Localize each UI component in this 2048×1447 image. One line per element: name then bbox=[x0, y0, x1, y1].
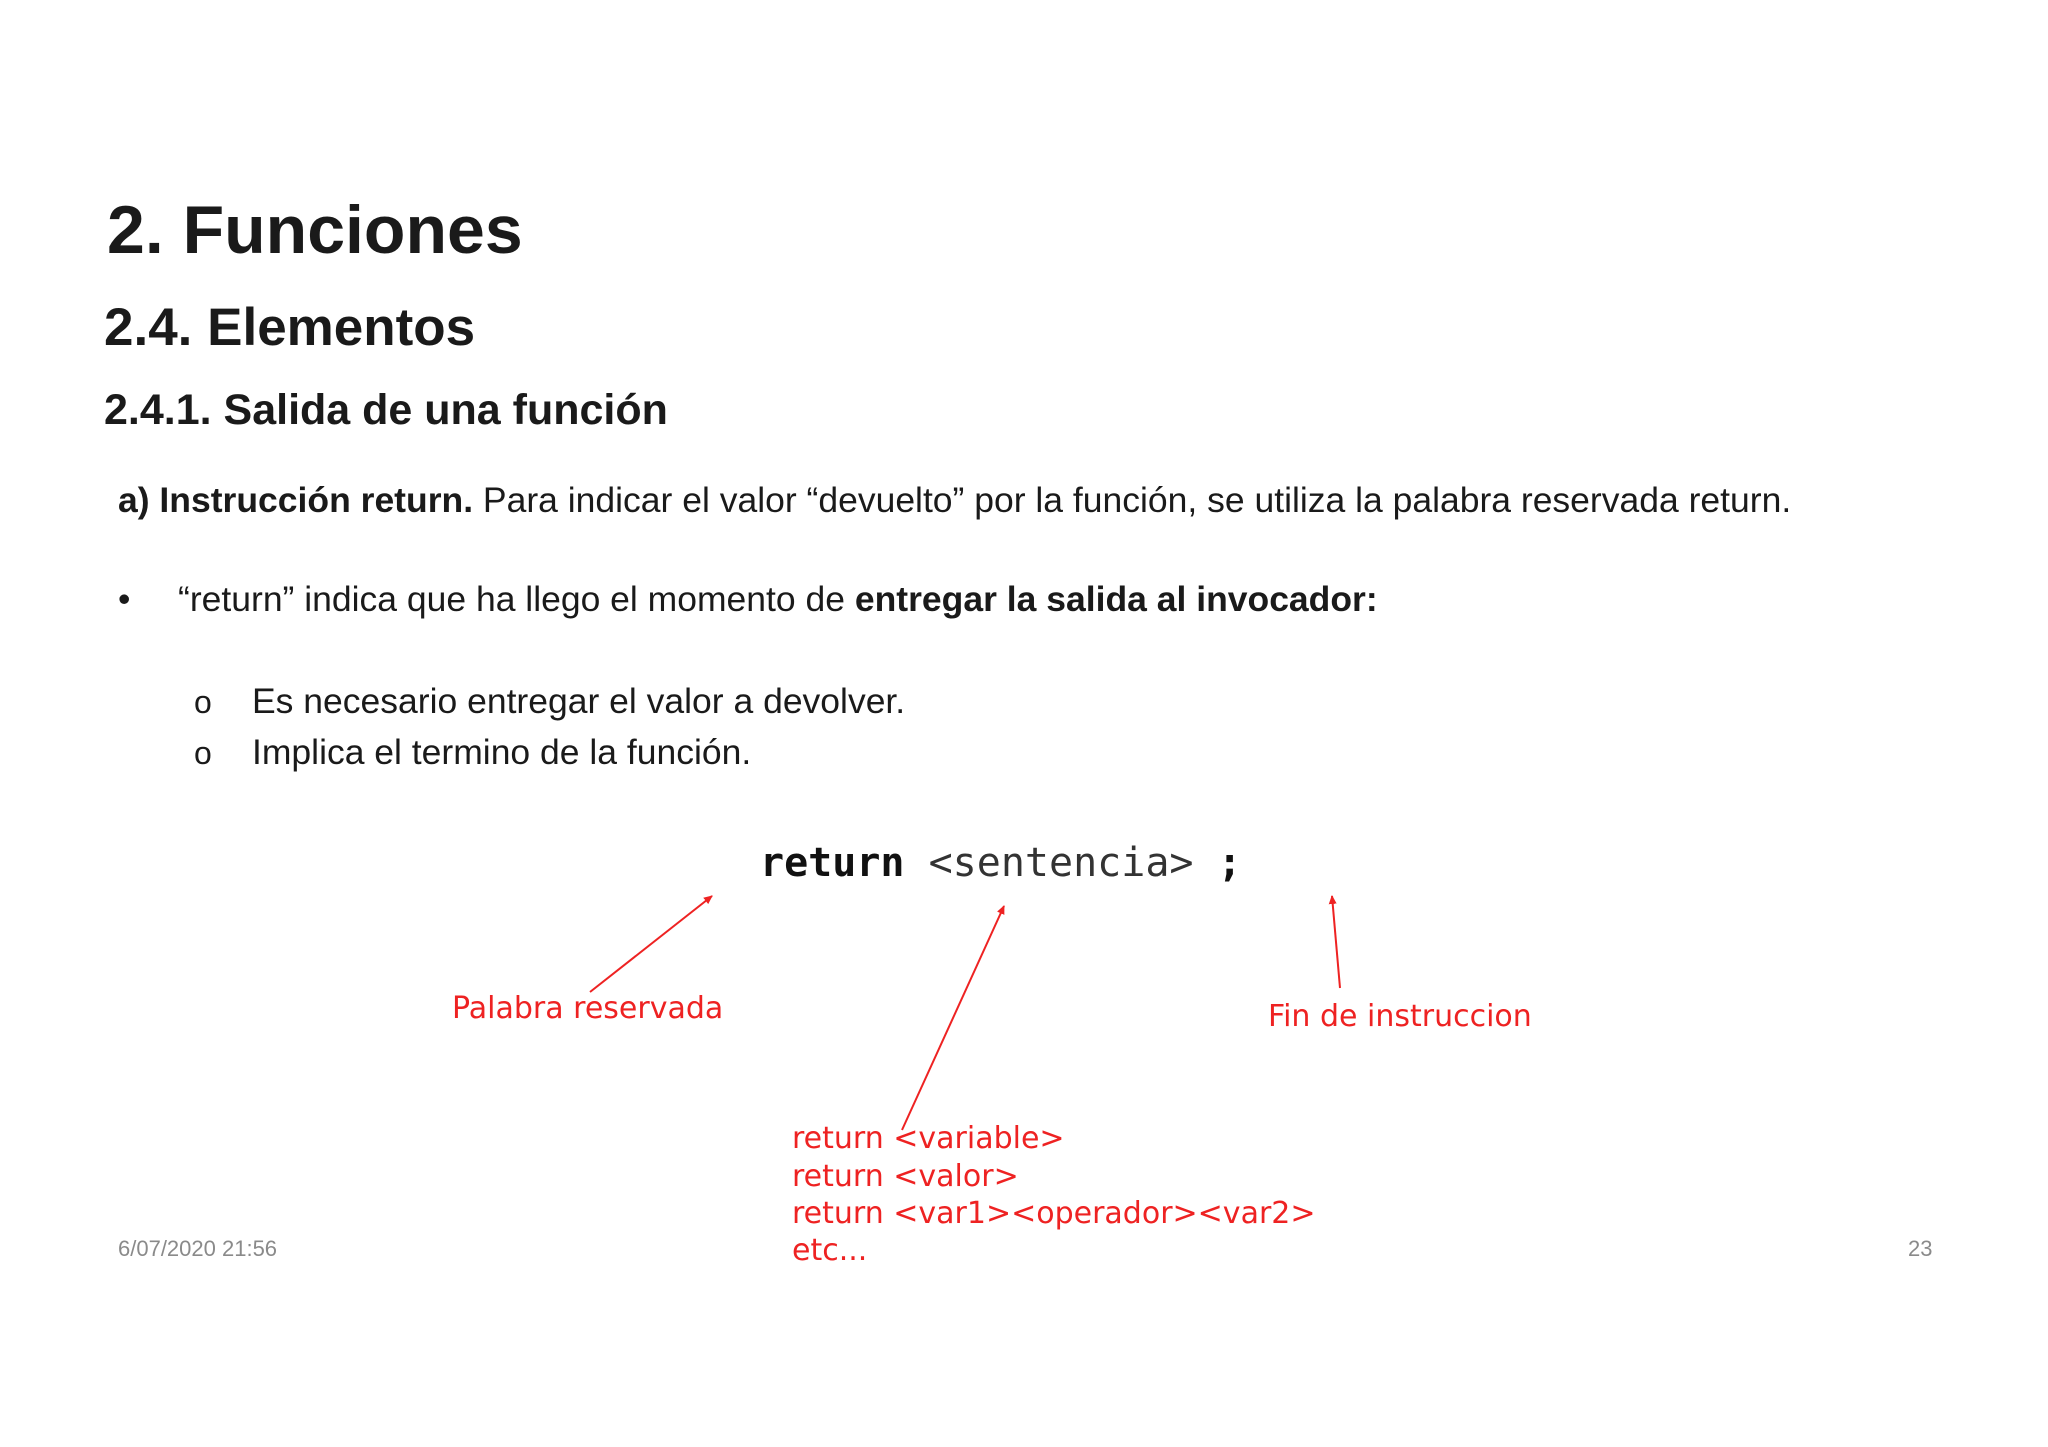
code-argument: <sentencia> bbox=[904, 840, 1218, 886]
sub-bullet-marker: o bbox=[194, 684, 212, 720]
code-terminator: ; bbox=[1217, 840, 1242, 886]
example-line: etc... bbox=[792, 1233, 868, 1268]
sub-bullet-item bbox=[194, 678, 905, 725]
intro-paragraph bbox=[118, 477, 1791, 523]
paragraph-text: Para indicar el valor “devuelto” por la función, se utiliza la palabra reservada return. bbox=[473, 480, 1792, 520]
paragraph-lead: a) Instrucción return. bbox=[118, 480, 474, 520]
bullet-item bbox=[118, 576, 1378, 622]
bullet-text: “return” indica que ha llego el momento de bbox=[178, 579, 855, 619]
code-keyword: return bbox=[760, 840, 905, 886]
example-line: return <valor> bbox=[792, 1159, 1019, 1194]
bullet-bold-text: entregar la salida al invocador: bbox=[854, 579, 1378, 619]
page-number: 23 bbox=[1908, 1236, 1933, 1261]
section-heading: 2.4. Elementos bbox=[104, 298, 476, 357]
arrow-reserved-word bbox=[590, 896, 712, 992]
example-line: return <variable> bbox=[792, 1121, 1065, 1156]
sub-bullet-text: Implica el termino de la función. bbox=[252, 732, 752, 772]
sub-bullet-item bbox=[194, 729, 751, 776]
footer-date: 6/07/2020 21:56 bbox=[118, 1236, 278, 1261]
label-reserved-word: Palabra reservada bbox=[452, 991, 724, 1026]
slide-title: 2. Funciones bbox=[107, 192, 523, 268]
bullet-marker: • bbox=[118, 579, 131, 619]
example-line: return <var1><operador><var2> bbox=[792, 1196, 1316, 1231]
label-end-instruction: Fin de instruccion bbox=[1268, 999, 1532, 1034]
sub-bullet-marker: o bbox=[194, 735, 212, 771]
subsection-heading: 2.4.1. Salida de una función bbox=[104, 386, 668, 434]
return-syntax-diagram bbox=[420, 820, 1620, 1280]
arrow-sentencia bbox=[902, 906, 1004, 1130]
sub-bullet-text: Es necesario entregar el valor a devolver. bbox=[252, 681, 906, 721]
arrow-terminator bbox=[1332, 896, 1340, 988]
